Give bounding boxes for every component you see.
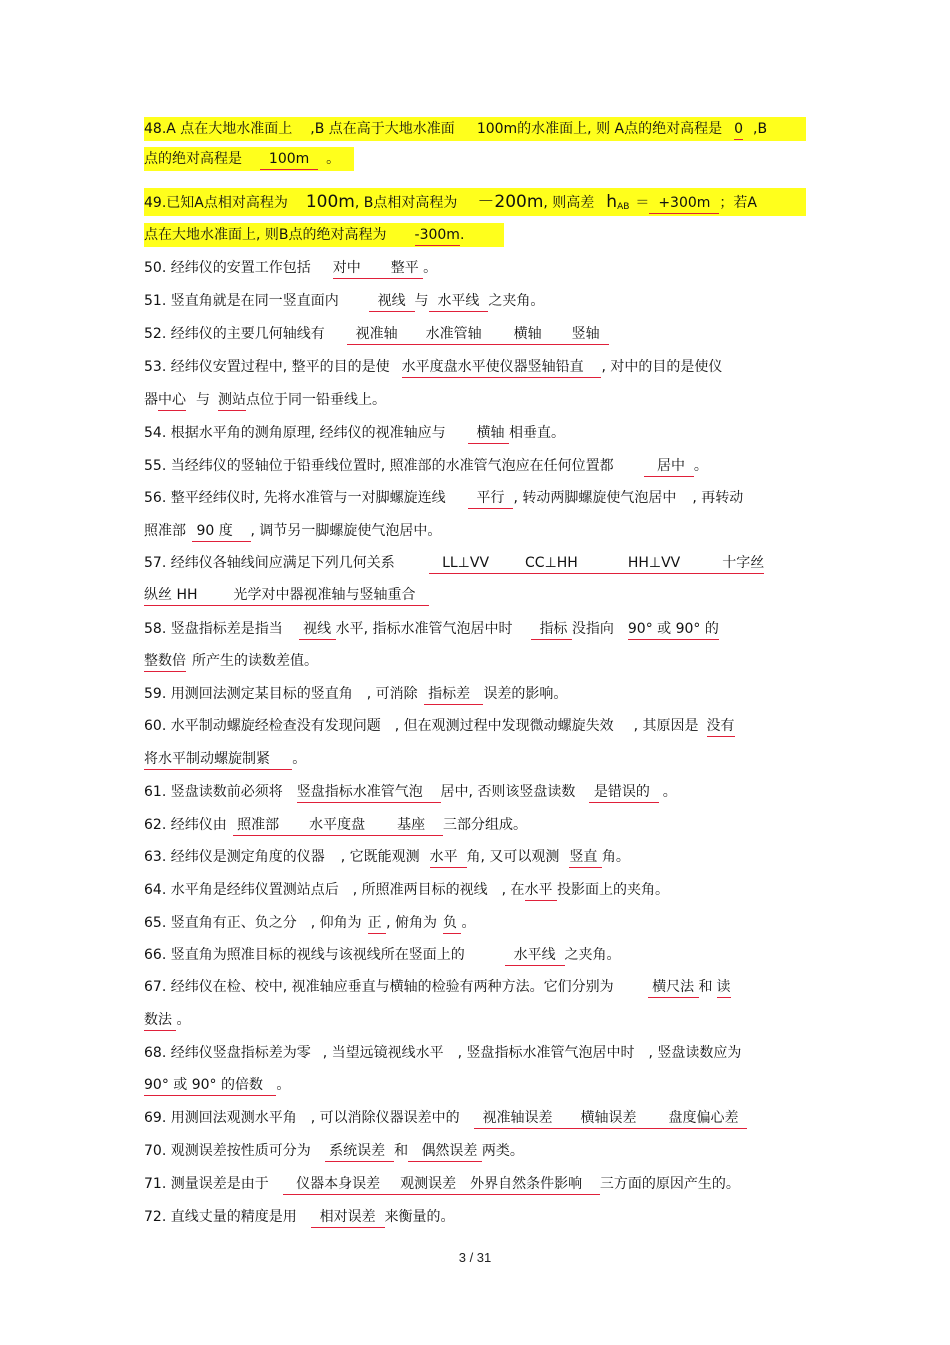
question-56-line-1: 56. 整平经纬仪时, 先将水准管与一对脚螺旋连线 平行 , 转动两脚螺旋使气泡居中 , 再转动 <box>144 486 806 510</box>
answer-49a: +300m <box>649 193 719 214</box>
answer-67b: 读 <box>717 977 731 998</box>
question-52: 52. 经纬仪的主要几何轴线有 视准轴 水准管轴 横轴 竖轴 <box>144 322 806 346</box>
answer-58b: 指标 <box>531 619 572 640</box>
answer-67c: 数法 <box>144 1010 176 1031</box>
question-71: 71. 测量误差是由于 仪器本身误差 观测误差 外界自然条件影响 三方面的原因产生的。 <box>144 1172 806 1196</box>
answer-69: 视准轴误差 横轴误差 盘度偏心差 <box>474 1108 748 1129</box>
question-63: 63. 经纬仪是测定角度的仪器 , 它既能观测 水平 角, 又可以观测 竖直 角。 <box>144 845 806 869</box>
answer-59: 指标差 <box>424 684 484 705</box>
answer-60b: 将水平制动螺旋制紧 <box>144 749 292 770</box>
question-72: 72. 直线丈量的精度是用 相对误差 来衡量的。 <box>144 1205 806 1229</box>
answer-51b: 水平线 <box>429 291 489 312</box>
answer-71: 仪器本身误差 观测误差 外界自然条件影响 <box>283 1174 600 1195</box>
question-57-line-2 <box>144 583 806 607</box>
question-49-line-2: 点在大地水准面上, 则B点的绝对高程为 -300m. <box>144 223 504 247</box>
answer-62: 照准部 水平度盘 基座 <box>233 815 443 836</box>
answer-61a: 竖盘指标水准管气泡 <box>297 782 441 803</box>
question-48-line-2: 点的绝对高程是 100m 。 <box>144 147 354 171</box>
answer-56b: 90 度 <box>192 521 251 542</box>
question-67-line-2: 数法 。 <box>144 1008 806 1032</box>
question-64: 64. 水平角是经纬仪置测站点后 , 所照准两目标的视线 , 在水平 投影面上的夹角。 <box>144 878 806 902</box>
question-57-line-1: 57. 经纬仪各轴线间应满足下列几何关系 LL⊥VV CC⊥HH HH⊥VV 十字丝 <box>144 551 806 575</box>
question-68-line-1: 68. 经纬仪竖盘指标差为零 , 当望远镜视线水平 , 竖盘指标水准管气泡居中时 , 竖盘读数应为 <box>144 1045 742 1061</box>
question-54: 54. 根据水平角的测角原理, 经纬仪的视准轴应与 横轴 相垂直。 <box>144 421 806 445</box>
answer-61b: 是错误的 <box>589 782 658 803</box>
answer-64: 水平 <box>525 880 557 901</box>
answer-57b: 纵丝 HH 光学对中器视准轴与竖轴重合 <box>144 585 429 606</box>
answer-72: 相对误差 <box>311 1207 385 1228</box>
answer-53c: 测站 <box>218 390 246 411</box>
question-53-line-2: 器中心 与 测站点位于同一铅垂线上。 <box>144 388 806 412</box>
answer-60a: 没有 <box>707 716 735 737</box>
question-68-line-2: 90° 或 90° 的倍数 。 <box>144 1073 806 1097</box>
answer-54: 横轴 <box>468 423 509 444</box>
answer-50: 对中 整平 <box>333 258 423 279</box>
question-56-line-2: 照准部 90 度 , 调节另一脚螺旋使气泡居中。 <box>144 519 806 543</box>
question-66: 66. 竖直角为照准目标的视线与该视线所在竖面上的 水平线 之夹角。 <box>144 943 806 967</box>
answer-70a: 系统误差 <box>325 1141 394 1162</box>
answer-58c: 90° 或 90° 的 <box>628 619 719 640</box>
question-70: 70. 观测误差按性质可分为 系统误差 和 偶然误差 两类。 <box>144 1139 806 1163</box>
question-49-line-1: 49.已知A点相对高程为 100m, B点相对高程为 －200m, 则高差 $h_{AB} = +300m$ ；若A <box>144 188 806 216</box>
answer-58a: 视线 <box>299 619 336 640</box>
question-50: 50. 经纬仪的安置工作包括 对中 整平 。 <box>144 256 806 280</box>
answer-52: 视准轴 水准管轴 横轴 竖轴 <box>347 324 609 345</box>
question-55: 55. 当经纬仪的竖轴位于铅垂线位置时, 照准部的水准管气泡应在任何位置都 居中 。 <box>144 454 806 478</box>
answer-65a: 正 <box>368 913 386 934</box>
answer-51a: 视线 <box>369 291 415 312</box>
question-53-line-1: 53. 经纬仪安置过程中, 整平的目的是使 水平度盘水平使仪器竖轴铅直 , 对中的目的是使仪 <box>144 355 806 379</box>
answer-53b: 中心 <box>158 390 186 411</box>
question-48-line-1: 48.A 点在大地水准面上 ,B 点在高于大地水准面 100m的水准面上, 则 A点的绝对高程是 0 ,B <box>144 117 806 141</box>
question-69: 69. 用测回法观测水平角 , 可以消除仪器误差中的 视准轴误差 横轴误差 盘度偏心差 <box>144 1106 806 1130</box>
answer-70b: 偶然误差 <box>408 1141 482 1162</box>
question-59: 59. 用测回法测定某目标的竖直角 , 可消除 指标差 误差的影响。 <box>144 682 806 706</box>
question-67-line-1: 67. 经纬仪在检、校中, 视准轴应垂直与横轴的检验有两种方法。它们分别为 横尺法 和 读 <box>144 975 806 999</box>
answer-55: 居中 <box>644 456 694 477</box>
answer-48a: 0 <box>734 119 743 140</box>
answer-66: 水平线 <box>505 945 565 966</box>
answer-63b: 竖直 <box>569 847 601 868</box>
answer-68: 90° 或 90° 的倍数 <box>144 1075 276 1096</box>
question-61: 61. 竖盘读数前必须将 竖盘指标水准管气泡 居中, 否则该竖盘读数 是错误的 。 <box>144 780 806 804</box>
question-60-line-1: 60. 水平制动螺旋经检查没有发现问题 , 但在观测过程中发现微动螺旋失效 , 其原因是 没有 <box>144 714 806 738</box>
question-62: 62. 经纬仪由 照准部 水平度盘 基座 三部分组成。 <box>144 813 806 837</box>
answer-48b: 100m <box>260 149 318 170</box>
question-58-line-1: 58. 竖盘指标差是指当 视线 水平, 指标水准管气泡居中时 指标 没指向 90° 或 90° 的 <box>144 617 806 641</box>
question-60-line-2: 将水平制动螺旋制紧 。 <box>144 747 806 771</box>
page-number: 3 / 31 <box>458 1250 492 1265</box>
question-65: 65. 竖直角有正、负之分 , 仰角为 正 , 俯角为 负 。 <box>144 911 806 935</box>
question-51: 51. 竖直角就是在同一竖直面内 视线 与 水平线 之夹角。 <box>144 289 806 313</box>
answer-56a: 平行 <box>468 488 514 509</box>
question-58-line-2: 整数倍 所产生的读数差值。 <box>144 649 806 673</box>
answer-63a: 水平 <box>430 847 467 868</box>
answer-49b: -300m <box>415 225 460 246</box>
answer-58d: 整数倍 <box>144 651 186 672</box>
answer-65b: 负 <box>443 913 461 934</box>
answer-67a: 横尺法 <box>648 977 699 998</box>
answer-57a: LL⊥VV CC⊥HH HH⊥VV 十字丝 <box>429 553 765 574</box>
answer-53a: 水平度盘水平使仪器竖轴铅直 <box>402 357 602 378</box>
